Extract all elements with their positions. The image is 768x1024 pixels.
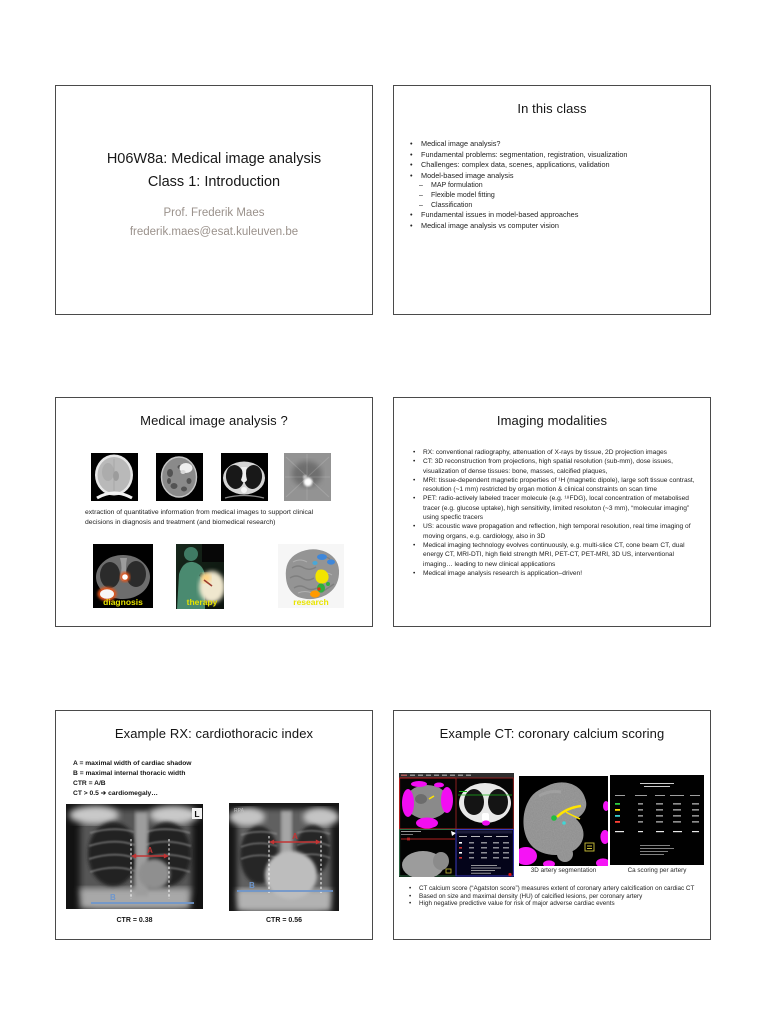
quadrant-axial-overlay (400, 778, 456, 829)
slide-calcium-scoring (393, 710, 711, 940)
research-label: research (293, 597, 329, 607)
label-a: A (147, 846, 153, 855)
bullet: • US: acoustic wave propagation and reflection, high temporal resolution, real time imaging of moving organs, e.g. cardiology, also in 3D (413, 522, 699, 541)
pet-ct-diagnosis-image (93, 544, 153, 608)
mri-brain-image (156, 453, 203, 501)
caption-scoring: Ca scoring per artery (627, 867, 687, 874)
quadrant-results-table (456, 830, 513, 877)
bullet: • Fundamental issues in model-based approaches (410, 210, 698, 221)
calcium-score-report (610, 775, 704, 865)
formula-block (73, 759, 192, 799)
title-block (56, 86, 372, 314)
therapy-label: therapy (186, 597, 218, 607)
slide-medical-image-analysis (55, 397, 373, 627)
formula-line: A = maximal width of cardiac shadow (73, 760, 192, 767)
ct-brain-image (91, 453, 138, 501)
brain-research-image (278, 544, 344, 608)
slide-heading: In this class (517, 101, 587, 116)
quadrant-cardiac-zoom (400, 830, 456, 878)
surgery-therapy-image (176, 544, 224, 609)
formula-line: CTR = A/B (73, 780, 106, 787)
bullet: • Medical imaging technology evolves continuously, e.g. multi-slice CT, cone beam CT, dual energy CT, MRI-DTI, high field strength MRI, PET-CT, PET-MRI, 3D US, interventional imaging… leading to new clinical applications (413, 541, 699, 569)
bullet: • High negative predictive value for risk of major adverse cardiac events (409, 900, 704, 908)
ctr-value-left: CTR = 0.38 (116, 917, 153, 924)
slide-title-page (55, 85, 373, 315)
bullet: • CT calcium score (“Agatston score”) measures extent of coronary artery calcification on cardiac CT (409, 885, 704, 893)
ct-chest-image (221, 453, 268, 501)
bullet-list (413, 448, 699, 578)
side-marker-rpa: RPA (234, 808, 244, 814)
bullet: • Medical image analysis vs computer vision (410, 221, 698, 232)
ctr-value-right: CTR = 0.56 (266, 917, 302, 924)
artery-segmentation-image (519, 776, 608, 866)
caption-segmentation: 3D artery segmentation (530, 867, 597, 874)
side-marker-l: L (194, 809, 200, 819)
author-name: Prof. Frederik Maes (163, 207, 265, 220)
slide-heading: Medical image analysis ? (140, 413, 288, 428)
label-b: B (110, 893, 116, 902)
slide-heading: Example RX: cardiothoracic index (114, 726, 314, 741)
sub-bullet: – Classification (410, 201, 698, 211)
chest-xray-right (229, 803, 339, 911)
slide-in-this-class (393, 85, 711, 315)
bullet: • MRI: tissue-dependent magnetic properties of ¹H (magnetic dipole), large soft tissue contrast, resolution (~1 mm) restricted by organ motion & clinical constraints on scan time (413, 476, 699, 495)
definition-text: extraction of quantitative information from medical images to support clinical decisions in diagnosis and treatment (and biomedical research) (85, 509, 314, 527)
chest-xray-left (66, 804, 203, 909)
bullet: • Based on size and maximal density (HU) of calcified lesions, per coronary artery (409, 893, 704, 901)
scoring-software-screenshot (399, 773, 514, 877)
nuclear-scan-image (284, 453, 331, 501)
bullet: • PET: radio-actively labeled tracer molecule (e.g. ¹⁸FDG), local concentration of metabolised tracer (e.g. glucose uptake), high sensitivity, limited resoluton (~3 mm), “molecular imaging” using specfic tracers (413, 494, 699, 522)
bullet: • Medical image analysis? (410, 139, 698, 150)
author-email: frederik.maes@esat.kuleuven.be (129, 225, 299, 238)
diagnosis-label: diagnosis (103, 597, 143, 607)
bullet: • Medical image analysis research is application–driven! (413, 569, 699, 578)
bullet: • Challenges: complex data, scenes, applications, validation (410, 160, 698, 171)
bullet: • Fundamental problems: segmentation, registration, visualization (410, 150, 698, 161)
sub-bullet: – MAP formulation (410, 181, 698, 191)
slide-heading: Example CT: coronary calcium scoring (439, 726, 665, 741)
slide-heading: Imaging modalities (496, 413, 608, 428)
bullet-list (409, 885, 704, 908)
formula-line: B = maximal internal thoracic width (73, 770, 186, 777)
course-title-line1: H06W8a: Medical image analysis (106, 151, 322, 168)
bullet: • Model-based image analysis (410, 171, 698, 182)
quadrant-axial-bone (456, 778, 513, 829)
sub-bullet: – Flexible model fitting (410, 191, 698, 201)
label-a: A (292, 832, 298, 841)
bullet: • RX: conventional radiography, attenuation of X-rays by tissue, 2D projection images (413, 448, 699, 457)
bullet-list (410, 139, 698, 232)
formula-line: CT > 0.5 ➔ cardiomegaly… (73, 790, 158, 797)
slide-imaging-modalities (393, 397, 711, 627)
slide-cardiothoracic-index (55, 710, 373, 940)
bullet: • CT: 3D reconstruction from projections, high spatial resolution (sub-mm), dose issues, visualization of dense tissues: bone, masses, calcified plaques, (413, 457, 699, 476)
menu-bar (401, 775, 471, 776)
label-b: B (249, 881, 255, 890)
course-title-line2: Class 1: Introduction (147, 173, 281, 190)
